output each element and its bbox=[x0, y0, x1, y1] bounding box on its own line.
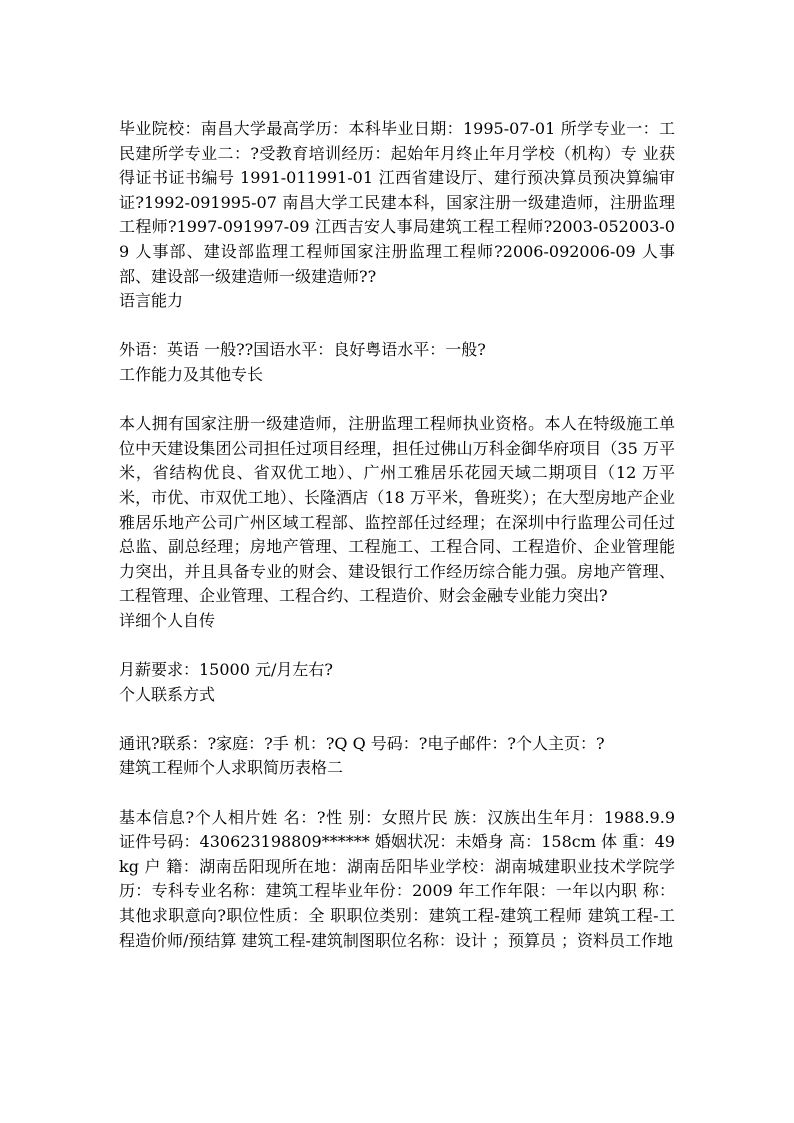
skills-paragraph: 本人拥有国家注册一级建造师，注册监理工程师执业资格。本人在特级施工单位中天建设集团公司担任过项目经理，担任过佛山万科金御华府项目（35 万平米，省结构优良、省双优工地）、广州工雅居乐花园天域二期项目（12 万平米，市优、市双优工地）、长隆酒店（18 万平米，鲁班奖）；在大型房地产企业雅居乐地产公司广州区域工程部、监控部任过经理；在深圳中行监理公司任过总监、副总经理；房地产管理、工程施工、工程合同、工程造价、企业管理能力突出，并且具备专业的财会、建设银行工作经历综合能力强。房地产管理、工程管理、企业管理、工程合约、工程造价、财会金融专业能力突出? bbox=[119, 414, 675, 606]
blank-line bbox=[119, 781, 675, 806]
blank-line bbox=[119, 633, 675, 658]
blank-line bbox=[119, 314, 675, 339]
language-heading: 语言能力 bbox=[119, 291, 184, 311]
contact-paragraph: 通讯?联系：?家庭：?手 机：?Q Q 号码：?电子邮件：?个人主页：? bbox=[119, 733, 605, 753]
salary-paragraph: 月薪要求：15000 元/月左右? bbox=[119, 660, 333, 680]
self-intro-heading: 详细个人自传 bbox=[119, 610, 216, 630]
contact-heading: 个人联系方式 bbox=[119, 684, 216, 704]
skills-heading: 工作能力及其他专长 bbox=[119, 364, 264, 384]
basic-info-paragraph: 基本信息?个人相片姓 名：?性 别：女照片民 族：汉族出生年月：1988.9.9 证件号码：430623198809****** 婚姻状况：未婚身 高：158cm 体 重：49kg 户 籍：湖南岳阳现所在地：湖南岳阳毕业学校：湖南城建职业技术学院学 历：专科专业名称：建筑工程毕业年份：2009 年工作年限：一年以内职 称：其他求职意向?职位性质：全 职职位类别：建筑工程-建筑工程师 建筑工程-工程造价师/预结算 建筑工程-建筑制图职位名称：设计 ；预算员 ；资料员工作地 bbox=[119, 807, 675, 950]
blank-line bbox=[119, 388, 675, 413]
language-paragraph: 外语：英语 一般??国语水平：良好粤语水平：一般? bbox=[119, 340, 486, 360]
document-page bbox=[119, 117, 675, 953]
blank-line bbox=[119, 707, 675, 732]
resume-form-heading: 建筑工程师个人求职简历表格二 bbox=[119, 758, 344, 778]
education-paragraph: 毕业院校：南昌大学最高学历：本科毕业日期：1995-07-01 所学专业一：工民建所学专业二：?受教育培训经历：起始年月终止年月学校（机构）专 业获得证书证书编号 1991-011991-01 江西省建设厅、建行预决算员预决算编审证?1992-091995-07 南昌大学工民建本科，国家注册一级建造师，注册监理工程师?1997-091997-09 江西吉安人事局建筑工程工程师?2003-052003-09 人事部、建设部监理工程师国家注册监理工程师?2006-092006-09 人事部、建设部一级建造师一级建造师?? bbox=[119, 119, 675, 286]
